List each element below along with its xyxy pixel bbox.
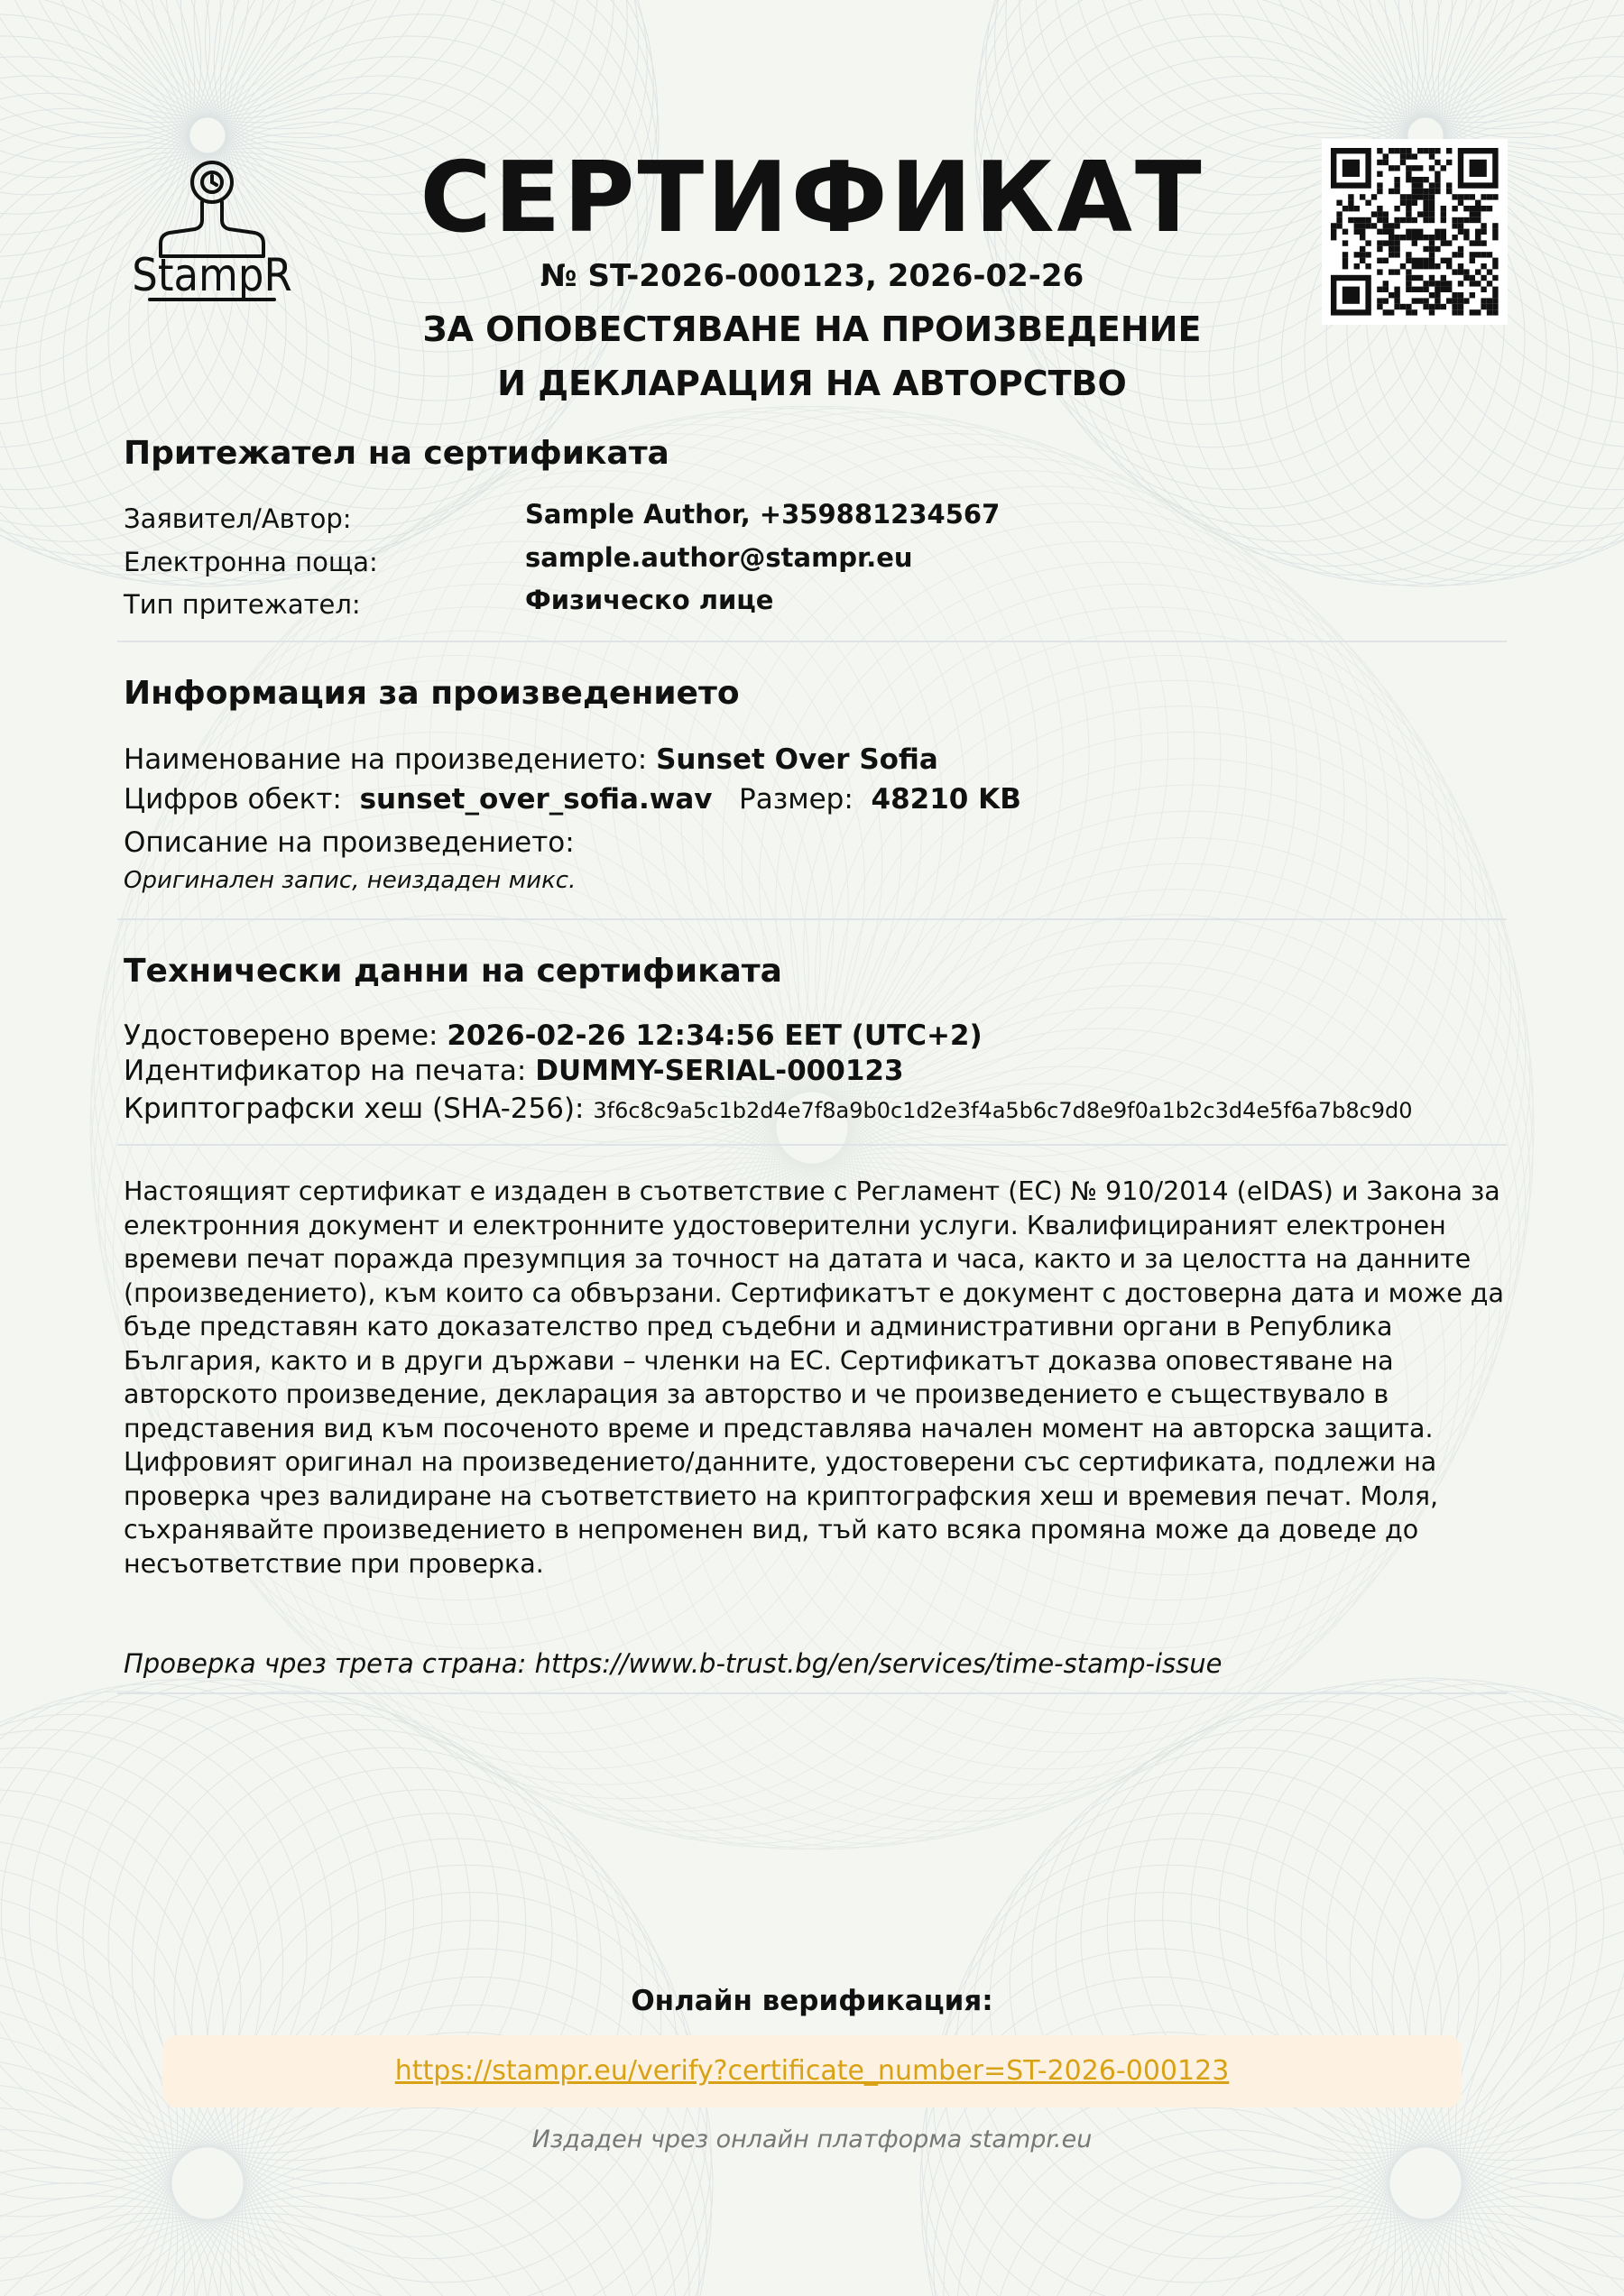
seal-value: DUMMY-SERIAL-000123 — [535, 1055, 904, 1087]
divider — [117, 1144, 1507, 1146]
object-label: Цифров обект: — [124, 783, 342, 816]
applicant-label: Заявител/Автор: — [124, 503, 352, 534]
holder-heading: Притежател на сертификата — [124, 435, 669, 472]
hash-label: Криптографски хеш (SHA-256): — [124, 1093, 585, 1125]
divider — [117, 918, 1507, 920]
certificate-subtitle-line1: ЗА ОПОВЕСТЯВАНЕ НА ПРОИЗВЕДЕНИЕ — [422, 309, 1202, 349]
certificate-subtitle-line2: И ДЕКЛАРАЦИЯ НА АВТОРСТВО — [497, 364, 1127, 403]
applicant-value: Sample Author, +359881234567 — [525, 499, 1001, 530]
work-heading: Информация за произведението — [124, 675, 740, 712]
legal-paragraph-1: Настоящият сертификат е издаден в съответствие с Регламент (ЕС) № 910/2014 (eIDAS) и Закона за електронния документ и електронните удостоверителни услуги. Квалифицираният електронен времеви печат поражда презумпция за точност на датата и часа, както и за целостта на данните (произведението), към които са обвързани. Сертификатът е документ с достоверна дата и може да бъде представян като доказателство пред съдебни и административни органи в Република България, както и в други държави – членки на ЕС. Сертификатът доказва оповестяване на авторското произведение, декларация за авторство и че произведението е съществувало в представения вид към посоченото време и представлява начален момент на авторска защита. — [124, 1176, 1504, 1443]
timestamp-row — [124, 1018, 983, 1054]
third-party-verification-note: Проверка чрез трета страна: https://www.b-trust.bg/en/services/time-stamp-issue — [124, 1648, 1223, 1679]
hash-value: 3f6c8c9a5c1b2d4e7f8a9b0c1d2e3f4a5b6c7d8e9f0a1b2c3d4e5f6a7b8c9d0 — [593, 1098, 1413, 1123]
work-name-label: Наименование на произведението: — [124, 743, 648, 776]
email-label: Електронна поща: — [124, 547, 378, 577]
size-value: 48210 KB — [871, 783, 1021, 816]
divider — [117, 1692, 1507, 1694]
tech-heading: Технически данни на сертификата — [124, 953, 782, 990]
object-value: sunset_over_sofia.wav — [359, 783, 713, 816]
work-object-row — [124, 781, 1021, 817]
legal-paragraph-2: Цифровият оригинал на произведението/данните, удостоверени със сертификата, подлежи на проверка чрез валидиране на съответствието на криптографския хеш и времевия печат. Моля, съхранявайте произведението в непроменен вид, тъй като всяка промяна може да доведе до несъответствие при проверка. — [124, 1447, 1439, 1579]
verification-link[interactable]: https://stampr.eu/verify?certificate_number=ST-2026-000123 — [394, 2055, 1230, 2087]
timestamp-label: Удостоверено време: — [124, 1019, 438, 1052]
timestamp-value: 2026-02-26 12:34:56 EET (UTC+2) — [447, 1019, 983, 1052]
work-name-value: Sunset Over Sofia — [656, 743, 938, 776]
holder-type-label: Тип притежател: — [124, 589, 361, 620]
verification-link-box — [162, 2035, 1462, 2107]
divider — [117, 641, 1507, 642]
legal-text — [124, 1175, 1513, 1581]
online-verification-label: Онлайн верификация: — [631, 1985, 993, 2017]
issued-by-footer: Издаден чрез онлайн платформа stampr.eu — [531, 2125, 1093, 2153]
hash-row — [124, 1091, 1413, 1129]
logo-text: StampR — [132, 249, 292, 301]
work-name-row — [124, 742, 938, 778]
seal-label: Идентификатор на печата: — [124, 1055, 527, 1087]
certificate-title: СЕРТИФИКАТ — [420, 142, 1204, 254]
work-desc-label: Описание на произведението: — [124, 826, 575, 859]
holder-type-value: Физическо лице — [525, 585, 774, 615]
seal-row — [124, 1053, 904, 1089]
email-value: sample.author@stampr.eu — [525, 542, 913, 573]
certificate-number: № ST-2026-000123, 2026-02-26 — [540, 258, 1084, 294]
work-desc-value: Оригинален запис, неиздаден микс. — [124, 867, 577, 894]
size-label: Размер: — [739, 783, 854, 816]
